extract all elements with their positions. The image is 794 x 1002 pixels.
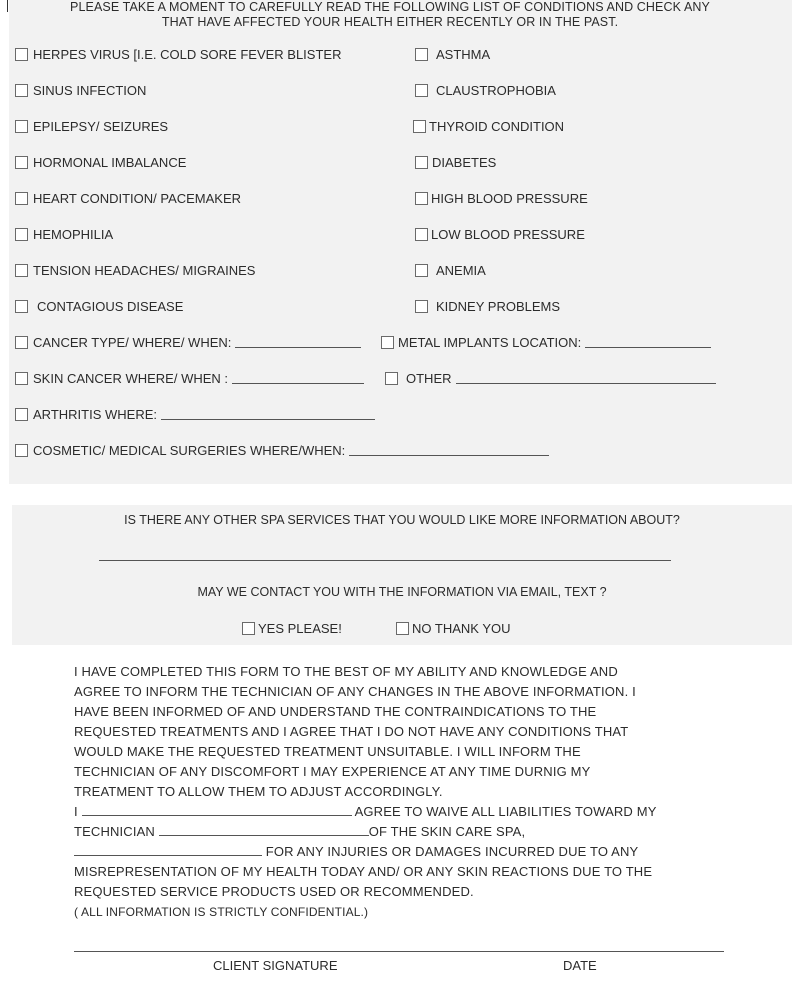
agreement-line: REQUESTED SERVICE PRODUCTS USED OR RECOMMENDED. (74, 884, 474, 899)
other-answer-line[interactable] (456, 373, 716, 384)
client-name-blank[interactable] (82, 803, 352, 816)
checkbox[interactable] (413, 120, 426, 133)
contact-yes-option[interactable] (242, 621, 342, 636)
intro-line-1: PLEASE TAKE A MOMENT TO CAREFULLY READ THE FOLLOWING LIST OF CONDITIONS AND CHECK ANY (70, 0, 710, 14)
agreement-paragraph (74, 662, 724, 922)
condition-sinus[interactable] (15, 83, 146, 98)
condition-epilepsy[interactable] (15, 119, 168, 134)
checkbox[interactable] (415, 84, 428, 97)
condition-label: COSMETIC/ MEDICAL SURGERIES WHERE/WHEN: (33, 443, 346, 458)
condition-kidney[interactable] (415, 299, 560, 314)
injuries-text: FOR ANY INJURIES OR DAMAGES INCURRED DUE TO ANY (265, 844, 639, 859)
condition-label: ASTHMA (436, 47, 491, 62)
checkbox[interactable] (15, 264, 28, 277)
condition-label: SINUS INFECTION (33, 83, 147, 98)
condition-label: ANEMIA (436, 263, 486, 278)
date-label: DATE (563, 958, 597, 973)
checkbox[interactable] (415, 264, 428, 277)
checkbox[interactable] (385, 372, 398, 385)
condition-label: HIGH BLOOD PRESSURE (431, 191, 588, 206)
checkbox[interactable] (15, 408, 28, 421)
condition-label: DIABETES (432, 155, 497, 170)
checkbox[interactable] (15, 120, 28, 133)
checkbox[interactable] (15, 156, 28, 169)
agreement-line: AGREE TO INFORM THE TECHNICIAN OF ANY CHANGES IN THE ABOVE INFORMATION. I (74, 684, 636, 699)
checkbox[interactable] (15, 300, 28, 313)
contact-no-label: NO THANK YOU (412, 621, 511, 636)
condition-cancer[interactable] (15, 335, 361, 350)
page-edge-mark (7, 0, 8, 12)
condition-contagious[interactable] (15, 299, 183, 314)
condition-low-bp[interactable] (415, 227, 585, 242)
agreement-line: HAVE BEEN INFORMED OF AND UNDERSTAND THE CONTRAINDICATIONS TO THE (74, 704, 597, 719)
checkbox[interactable] (15, 336, 28, 349)
condition-herpes[interactable] (15, 47, 341, 62)
spa-text: OF THE SKIN CARE SPA, (368, 824, 526, 839)
condition-label: SKIN CANCER WHERE/ WHEN : (33, 371, 229, 386)
condition-label: HERPES VIRUS [I.E. COLD SORE FEVER BLISTER (33, 47, 342, 62)
waiver-line (74, 802, 724, 822)
condition-arthritis[interactable] (15, 407, 375, 422)
condition-metal-implants[interactable] (381, 335, 711, 350)
checkbox[interactable] (15, 84, 28, 97)
condition-claustrophobia[interactable] (415, 83, 556, 98)
condition-headaches[interactable] (15, 263, 255, 278)
client-signature-label: CLIENT SIGNATURE (213, 958, 338, 973)
checkbox[interactable] (415, 156, 428, 169)
agreement-line: MISREPRESENTATION OF MY HEALTH TODAY AND/ OR ANY SKIN REACTIONS DUE TO THE (74, 864, 653, 879)
agreement-line: TREATMENT TO ALLOW THEM TO ADJUST ACCORDINGLY. (74, 784, 443, 799)
skin-cancer-answer-line[interactable] (232, 373, 364, 384)
checkbox[interactable] (415, 228, 428, 241)
condition-skin-cancer[interactable] (15, 371, 364, 386)
condition-diabetes[interactable] (415, 155, 496, 170)
checkbox[interactable] (15, 444, 28, 457)
waiver-text: AGREE TO WAIVE ALL LIABILITIES TOWARD MY (354, 804, 657, 819)
condition-label: TENSION HEADACHES/ MIGRAINES (33, 263, 256, 278)
spa-question: IS THERE ANY OTHER SPA SERVICES THAT YOU WOULD LIKE MORE INFORMATION ABOUT? (124, 513, 680, 527)
checkbox[interactable] (15, 372, 28, 385)
cosmetic-answer-line[interactable] (349, 445, 549, 456)
agreement-line: REQUESTED TREATMENTS AND I AGREE THAT I DO NOT HAVE ANY CONDITIONS THAT (74, 724, 629, 739)
contact-yes-label: YES PLEASE! (258, 621, 342, 636)
condition-label: METAL IMPLANTS LOCATION: (398, 335, 582, 350)
intro-text (40, 0, 740, 30)
condition-label: CONTAGIOUS DISEASE (37, 299, 184, 314)
condition-other[interactable] (385, 371, 716, 386)
agreement-line: TECHNICIAN OF ANY DISCOMFORT I MAY EXPERIENCE AT ANY TIME DURNIG MY (74, 764, 591, 779)
arthritis-answer-line[interactable] (161, 409, 375, 420)
condition-asthma[interactable] (415, 47, 490, 62)
spa-name-blank[interactable] (74, 843, 262, 856)
condition-label: KIDNEY PROBLEMS (436, 299, 561, 314)
condition-label: CLAUSTROPHOBIA (436, 83, 556, 98)
checkbox[interactable] (396, 622, 409, 635)
condition-label: ARTHRITIS WHERE: (33, 407, 157, 422)
signature-line[interactable] (74, 951, 724, 952)
injuries-line (74, 842, 724, 862)
condition-label: LOW BLOOD PRESSURE (431, 227, 585, 242)
condition-high-bp[interactable] (415, 191, 588, 206)
technician-label: TECHNICIAN (74, 824, 155, 839)
condition-label: CANCER TYPE/ WHERE/ WHEN: (33, 335, 232, 350)
condition-label: HEART CONDITION/ PACEMAKER (33, 191, 242, 206)
spa-answer-line[interactable] (99, 560, 671, 561)
condition-thyroid[interactable] (413, 119, 564, 134)
technician-line (74, 822, 724, 842)
condition-heart[interactable] (15, 191, 241, 206)
checkbox[interactable] (415, 192, 428, 205)
technician-name-blank[interactable] (159, 823, 369, 836)
condition-cosmetic[interactable] (15, 443, 549, 458)
checkbox[interactable] (415, 300, 428, 313)
condition-label: THYROID CONDITION (429, 119, 565, 134)
agreement-line: I HAVE COMPLETED THIS FORM TO THE BEST OF MY ABILITY AND KNOWLEDGE AND (74, 664, 618, 679)
checkbox[interactable] (242, 622, 255, 635)
condition-hemophilia[interactable] (15, 227, 113, 242)
condition-anemia[interactable] (415, 263, 486, 278)
contact-no-option[interactable] (396, 621, 510, 636)
confidential-note: ( ALL INFORMATION IS STRICTLY CONFIDENTIAL.) (74, 905, 369, 919)
condition-label: OTHER (406, 371, 452, 386)
condition-hormonal[interactable] (15, 155, 186, 170)
checkbox[interactable] (15, 48, 28, 61)
condition-label: EPILEPSY/ SEIZURES (33, 119, 169, 134)
condition-label: HORMONAL IMBALANCE (33, 155, 187, 170)
waiver-prefix: I (74, 804, 78, 819)
agreement-line: WOULD MAKE THE REQUESTED TREATMENT UNSUITABLE. I WILL INFORM THE (74, 744, 581, 759)
spa-services-panel (12, 505, 792, 645)
checkbox[interactable] (381, 336, 394, 349)
checkbox[interactable] (15, 228, 28, 241)
checkbox[interactable] (15, 192, 28, 205)
condition-label: HEMOPHILIA (33, 227, 114, 242)
contact-question: MAY WE CONTACT YOU WITH THE INFORMATION VIA EMAIL, TEXT ? (197, 585, 607, 599)
metal-implants-answer-line[interactable] (585, 337, 711, 348)
checkbox[interactable] (415, 48, 428, 61)
intro-line-2: THAT HAVE AFFECTED YOUR HEALTH EITHER RECENTLY OR IN THE PAST. (161, 15, 619, 29)
cancer-answer-line[interactable] (235, 337, 361, 348)
